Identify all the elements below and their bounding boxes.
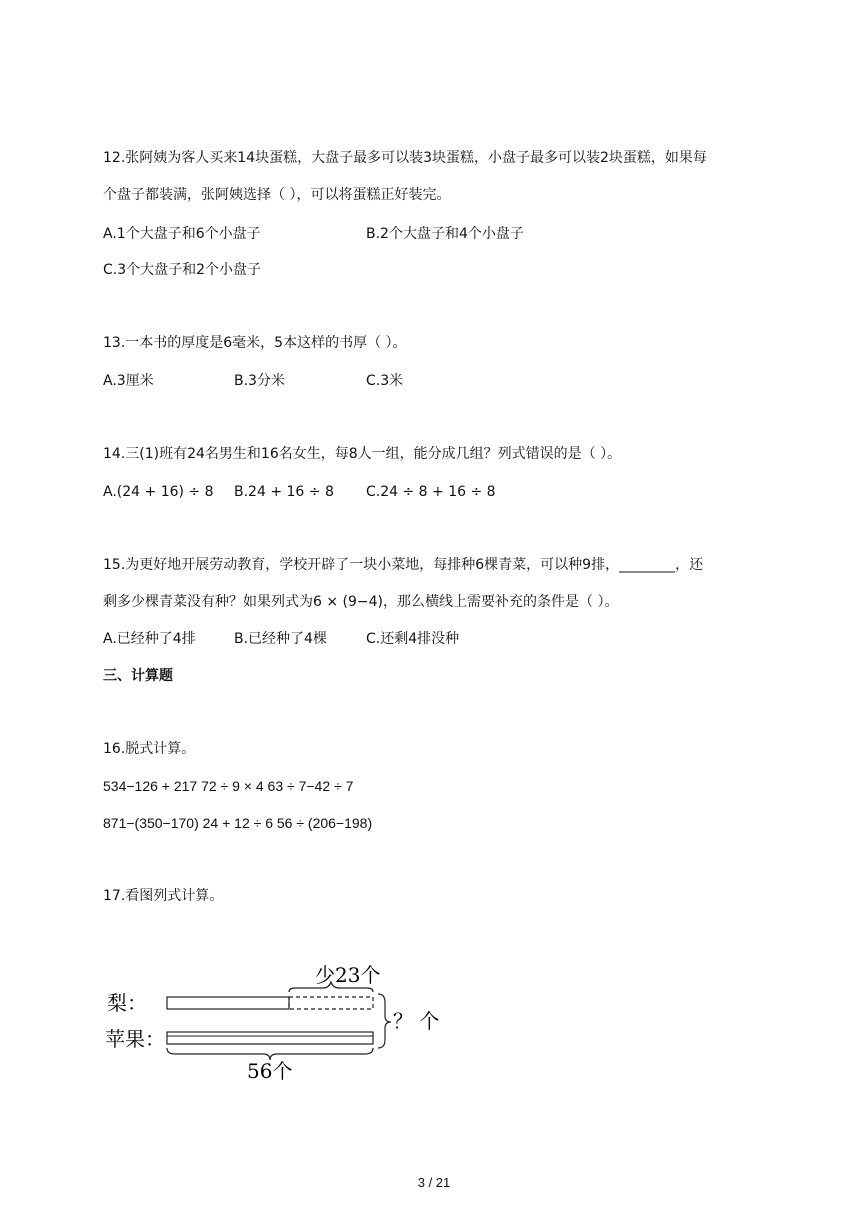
q15-option-c: C.还剩4排没种 [366,631,460,647]
q15-line2: 剩多少棵青菜没有种？如果列式为6 × (9−4)，那么横线上需要补充的条件是（ ）。 [103,594,619,610]
q15-option-b: B.已经种了4棵 [234,631,327,647]
apple-label: 苹果： [105,1027,165,1051]
q16-title: 16.脱式计算。 [103,741,196,757]
q15-line1: 15.为更好地开展劳动教育，学校开辟了一块小菜地，每排种6棵青菜，可以种9排，________，还 [103,557,704,573]
q17-diagram [95,950,455,1090]
q14-line1: 14.三(1)班有24名男生和16名女生，每8人一组，能分成几组？列式错误的是（ ）。 [103,446,622,462]
right-brace [378,994,391,1048]
q12-option-c: C.3个大盘子和2个小盘子 [103,262,262,278]
q12-option-b: B.2个大盘子和4个小盘子 [366,226,524,242]
question-label: ？ 个 [393,1009,440,1033]
q15-option-a: A.已经种了4排 [103,631,196,647]
q12-line2: 个盘子都装满，张阿姨选择（ ），可以将蛋糕正好装完。 [103,187,451,203]
q14-option-c: C.24 ÷ 8 + 16 ÷ 8 [366,484,496,500]
section-heading-calculation: 三、计算题 [103,668,173,684]
q14-option-b: B.24 + 16 ÷ 8 [234,484,334,500]
pear-missing-bar [289,997,373,1009]
page-number: 3 / 21 [417,1175,451,1190]
q16-row2: 871−(350−170) 24 + 12 ÷ 6 56 ÷ (206−198) [103,815,373,831]
total-label: 56个 [247,1059,293,1083]
apple-bar [167,1032,373,1044]
q13-line1: 13.一本书的厚度是6毫米，5本这样的书厚（ ）。 [103,335,407,351]
q16-row1: 534−126 + 217 72 ÷ 9 × 4 63 ÷ 7−42 ÷ 7 [103,778,354,794]
q13-option-c: C.3米 [366,373,404,389]
pear-label: 梨： [107,991,147,1015]
q13-option-b: B.3分米 [234,373,285,389]
pear-bar [167,997,289,1009]
q14-option-a: A.(24 + 16) ÷ 8 [103,484,214,500]
q13-option-a: A.3厘米 [103,373,154,389]
q12-line1: 12.张阿姨为客人买来14块蛋糕，大盘子最多可以装3块蛋糕，小盘子最多可以装2块蛋糕，如果每 [103,150,707,166]
q17-title: 17.看图列式计算。 [103,888,224,904]
q12-option-a: A.1个大盘子和6个小盘子 [103,226,261,242]
less-label: 少23个 [315,963,381,987]
